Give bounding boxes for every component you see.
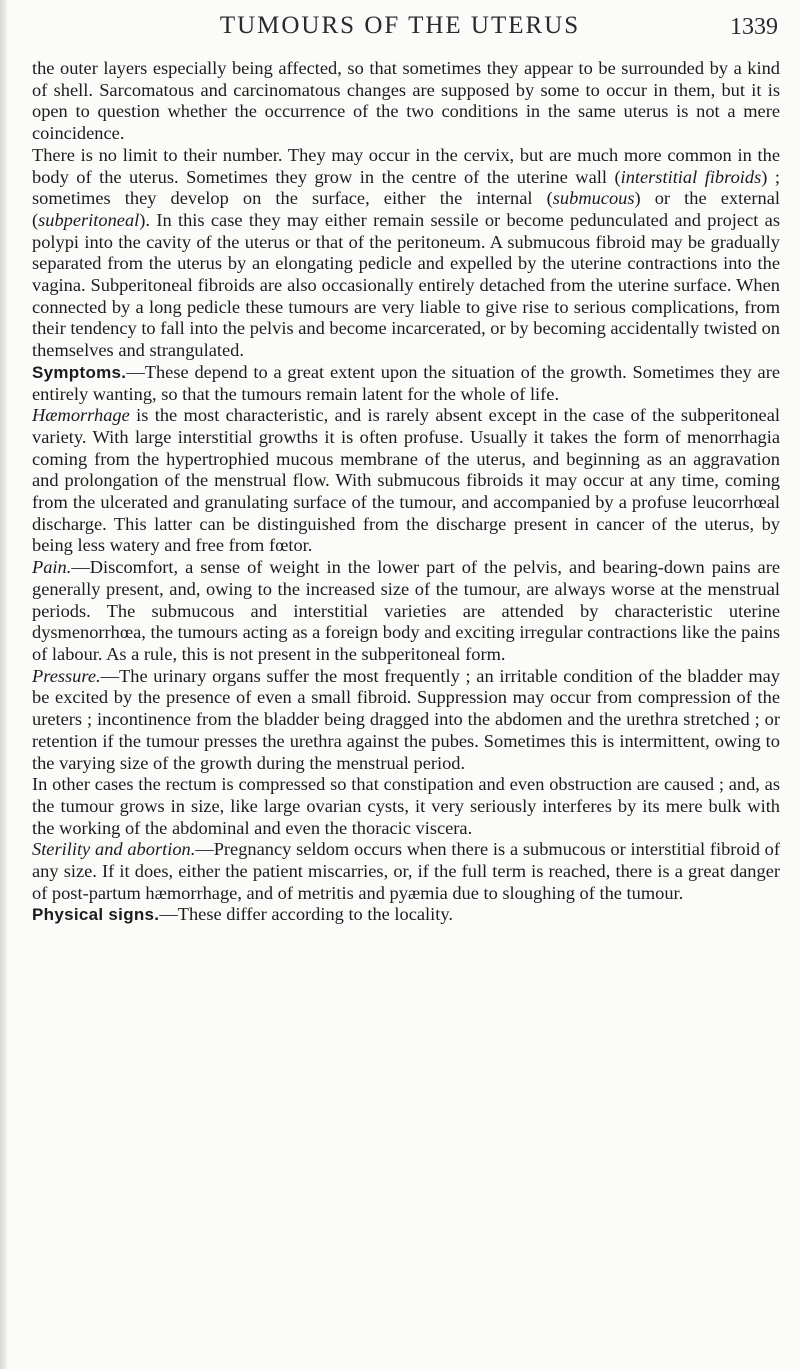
text-run: There is no limit to their number. They may occur in the cervix, but are much more common in the body of the uterus. Sometimes they grow in the centre of the uterine wall ( bbox=[32, 144, 780, 187]
running-title: TUMOURS OF THE UTERUS bbox=[219, 12, 581, 39]
italic-term: subperitoneal bbox=[38, 209, 140, 230]
italic-term: Hæmorrhage bbox=[32, 405, 130, 426]
text-run: —These depend to a great extent upon the situation of the growth. Sometimes they are entirely wanting, so that the tumours remain latent for the whole of life. bbox=[32, 361, 780, 404]
text-run: —The urinary organs suffer the most frequently ; an irritable condition of the bladder may be excited by the presence of even a small fibroid. Suppression may occur from compression of the ureters ; incontinence from the bladder being dragged into the abdomen and the urethra stretched ; or retention if the tumour presses the urethra against the pubes. Sometimes this is intermittent, owing to the varying size of the growth during the menstrual period. bbox=[32, 665, 780, 773]
paragraph bbox=[32, 774, 780, 839]
page-number: 1339 bbox=[730, 14, 778, 40]
paragraph bbox=[32, 904, 780, 926]
italic-term: interstitial fibroids bbox=[620, 166, 762, 187]
paragraph bbox=[32, 405, 780, 557]
paragraph bbox=[32, 666, 780, 775]
paragraph bbox=[32, 58, 780, 145]
italic-term: Pressure. bbox=[32, 665, 101, 686]
page-header bbox=[0, 12, 800, 44]
paragraph bbox=[32, 362, 780, 405]
text-run: is the most characteristic, and is rarely absent except in the case of the subperitoneal variety. With large interstitial growths it is often profuse. Usually it takes the form of menorrhagia coming from the hypertrophied mucous membrane of the uterus, and beginning as an aggravation and prolongation of the menstrual flow. With submucous fibroids it may occur at any time, coming from the ulcerated and granulating surface of the tumour, and accompanied by a profuse leucorrhœal discharge. This latter can be distinguished from the discharge present in cancer of the uterus, by being less watery and free from fœtor. bbox=[32, 405, 780, 556]
text-run: —These differ according to the locality. bbox=[159, 904, 453, 925]
text-run: —Pregnancy seldom occurs when there is a submucous or interstitial fibroid of any size. If it does, either the patient miscarries, or, if the full term is reached, there is a great danger of post-partum hæmorrhage, and of metritis and pyæmia due to sloughing of the tumour. bbox=[32, 839, 780, 903]
text-run: In other cases the rectum is compressed so that constipation and even obstruction are caused ; and, as the tumour grows in size, like large ovarian cysts, it very seriously interferes by its mere bulk with the working of the abdominal and even the thoracic viscera. bbox=[32, 774, 780, 838]
scan-edge-shadow bbox=[0, 0, 7, 1369]
section-heading: Physical signs. bbox=[32, 905, 160, 925]
italic-term: Sterility and abortion. bbox=[32, 839, 196, 860]
text-run: —Discomfort, a sense of weight in the lower part of the pelvis, and bearing-down pains are generally present, and, owing to the increased size of the tumour, are always worse at the menstrual periods. The submucous and interstitial varieties are attended by characteristic uterine dysmenorrhœa, the tumours acting as a foreign body and exciting irregular contractions like the pains of labour. As a rule, this is not present in the subperitoneal form. bbox=[32, 557, 780, 664]
paragraph bbox=[32, 557, 780, 666]
italic-term: Pain. bbox=[32, 557, 72, 578]
text-run: ) ; sometimes they develop on the surface, either the internal ( bbox=[32, 166, 780, 209]
text-run: the outer layers especially being affected, so that sometimes they appear to be surrounded by a kind of shell. Sarcomatous and carcinomatous changes are supposed by some to occur in them, but it is open to question whether the occurrence of the two conditions in the same uterus is not a mere coincidence. bbox=[32, 58, 780, 144]
paragraph bbox=[32, 145, 780, 362]
paragraph bbox=[32, 839, 780, 904]
body-text bbox=[32, 58, 780, 926]
text-run: ) or the external ( bbox=[32, 188, 780, 230]
text-run: ). In this case they may either remain sessile or become pedunculated and project as polypi into the cavity of the uterus or that of the peritoneum. A submucous fibroid may be gradually separated from the uterus by an elongating pedicle and expelled by the uterine contractions into the vagina. Subperitoneal fibroids are also occasionally entirely detached from the uterine surface. When connected by a long pedicle these tumours are very liable to give rise to serious complications, from their tendency to fall into the pelvis and become incarcerated, or by becoming accidentally twisted on themselves and strangulated. bbox=[32, 209, 780, 361]
section-heading: Symptoms. bbox=[32, 362, 127, 382]
italic-term: submucous bbox=[552, 188, 635, 209]
